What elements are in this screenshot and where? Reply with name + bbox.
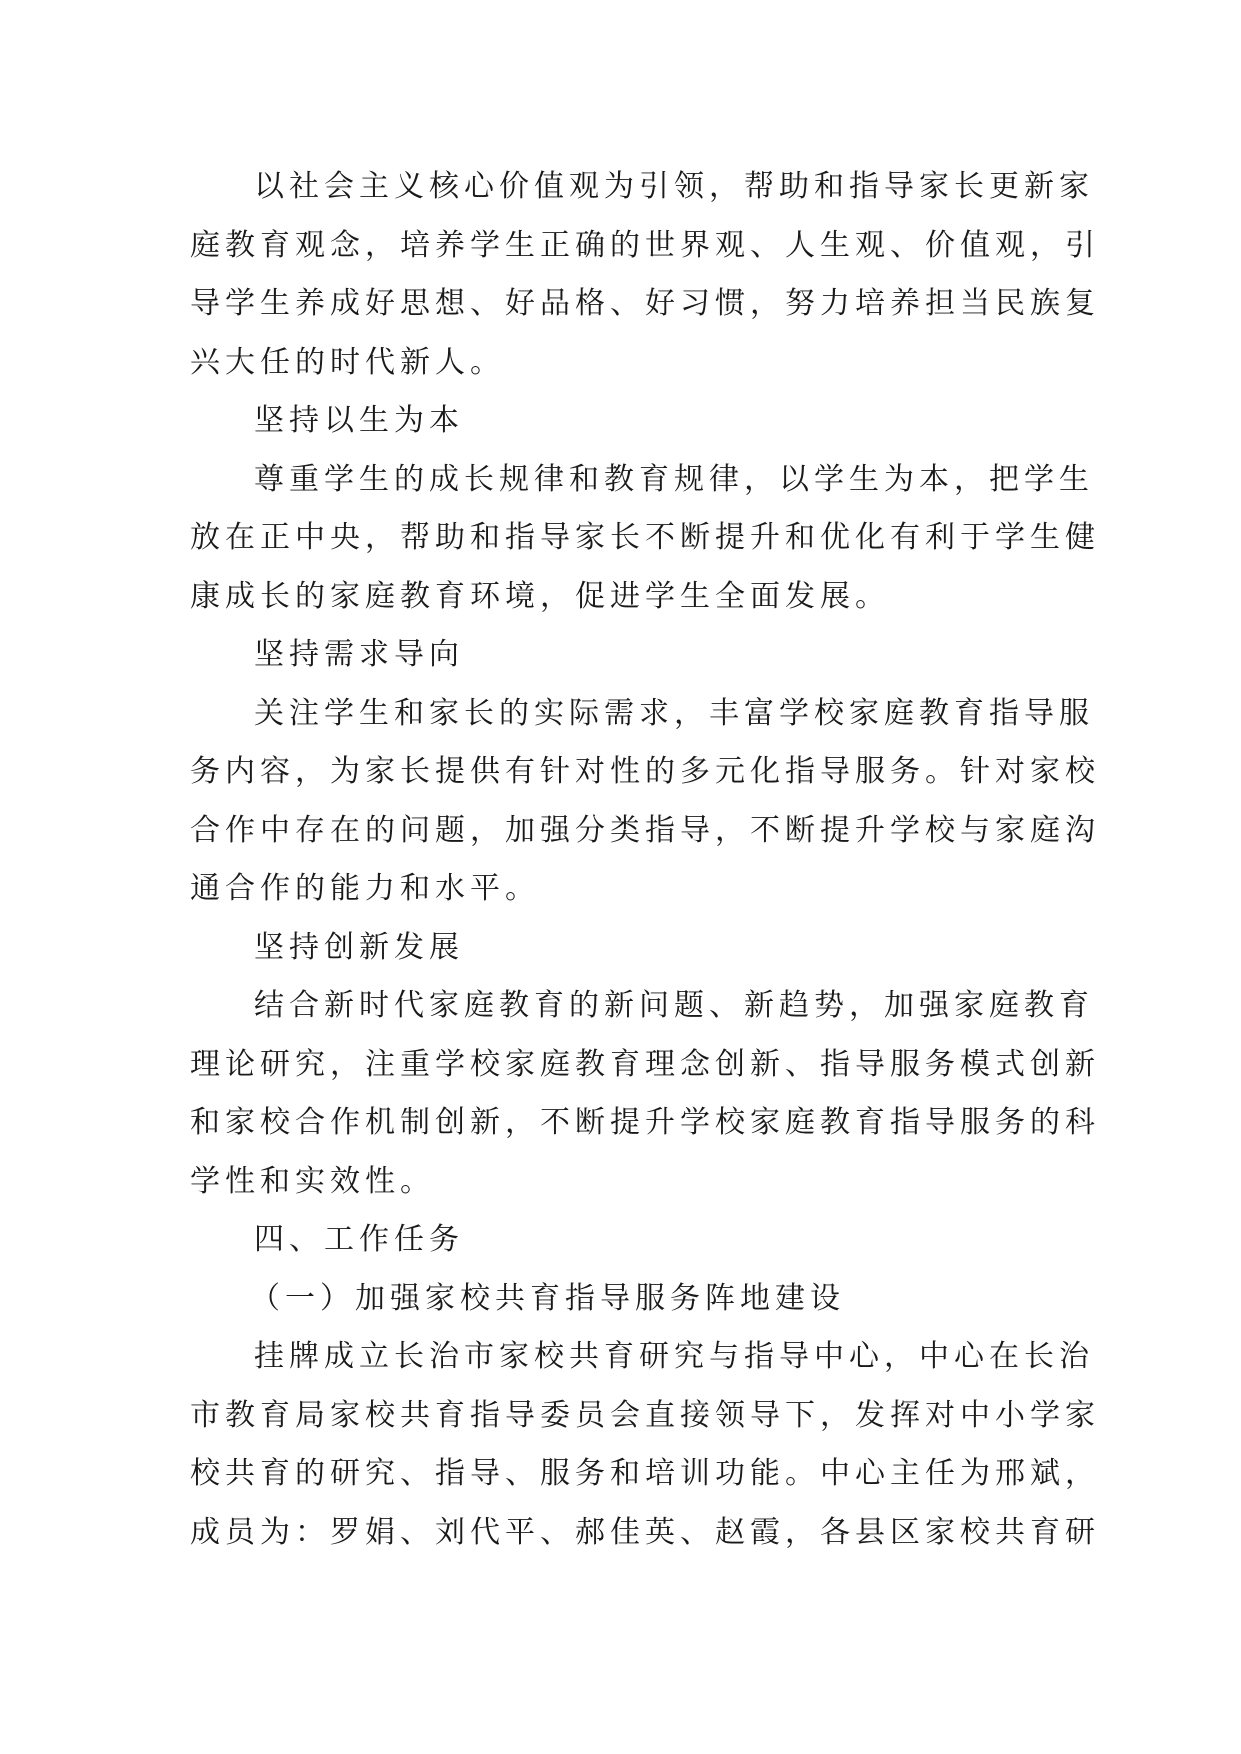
chapter-heading: 四、工作任务: [254, 1222, 464, 1257]
paragraph-line: 尊重学生的成长规律和教育规律，以学生为本，把学生: [254, 461, 1094, 497]
paragraph-line: 导学生养成好思想、好品格、好习惯，努力培养担当民族复: [190, 286, 1100, 321]
paragraph-line: 挂牌成立长治市家校共育研究与指导中心，中心在长治: [254, 1339, 1094, 1374]
subsection-heading: （一）加强家校共育指导服务阵地建设: [250, 1280, 845, 1316]
paragraph-line: 通合作的能力和水平。: [190, 871, 540, 906]
paragraph-line: 放在正中央，帮助和指导家长不断提升和优化有利于学生健: [190, 520, 1100, 555]
paragraph-line: 理论研究，注重学校家庭教育理念创新、指导服务模式创新: [190, 1046, 1100, 1082]
paragraph-line: 成员为：罗娟、刘代平、郝佳英、赵霞，各县区家校共育研: [190, 1514, 1100, 1550]
paragraph-line: 务内容，为家长提供有针对性的多元化指导服务。针对家校: [190, 754, 1100, 789]
section-heading: 坚持创新发展: [254, 929, 464, 965]
document-body: [190, 158, 1100, 1562]
paragraph-line: 校共育的研究、指导、服务和培训功能。中心主任为邢斌，: [190, 1456, 1100, 1491]
paragraph-line: 关注学生和家长的实际需求，丰富学校家庭教育指导服: [254, 695, 1094, 731]
paragraph-line: 合作中存在的问题，加强分类指导，不断提升学校与家庭沟: [190, 812, 1100, 848]
paragraph-line: 学性和实效性。: [190, 1163, 435, 1199]
paragraph-line: 庭教育观念，培养学生正确的世界观、人生观、价值观，引: [190, 227, 1100, 263]
section-heading: 坚持以生为本: [254, 403, 464, 438]
paragraph-line: 以社会主义核心价值观为引领，帮助和指导家长更新家: [254, 169, 1094, 204]
paragraph-line: 康成长的家庭教育环境，促进学生全面发展。: [190, 578, 890, 614]
paragraph-line: 兴大任的时代新人。: [190, 344, 505, 380]
paragraph-line: 结合新时代家庭教育的新问题、新趋势，加强家庭教育: [254, 988, 1094, 1023]
paragraph-line: 市教育局家校共育指导委员会直接领导下，发挥对中小学家: [190, 1397, 1100, 1433]
paragraph-line: 和家校合作机制创新，不断提升学校家庭教育指导服务的科: [190, 1105, 1100, 1140]
section-heading: 坚持需求导向: [254, 637, 464, 672]
